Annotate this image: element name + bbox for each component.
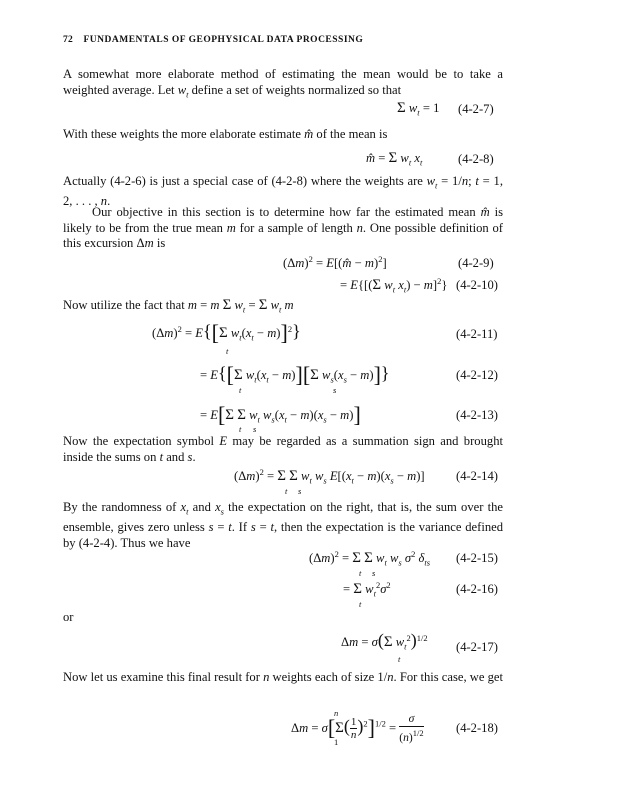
running-title: FUNDAMENTALS OF GEOPHYSICAL DATA PROCESSING xyxy=(83,35,364,45)
equation-number: (4-2-8) xyxy=(458,152,494,166)
paragraph-objective: Our objective in this section is to determine how far the estimated mean m̂ is likely to be from the true mean m for a sample of length n. One possible definition of this excursion Δm is xyxy=(63,205,503,251)
sum-limit: s xyxy=(253,424,257,434)
equation-4-2-13: = E[Σ Σ $w_t$ $w_s(x_t - m)(x_s - m)$] xyxy=(200,402,361,427)
paragraph-weighted-average: A somewhat more elaborate method of estimating the mean would be to take a weighted average. Let $w_t$ define a set of weights normalized so that xyxy=(63,67,503,100)
equation-4-2-7: Σ $w_t = 1$ xyxy=(397,100,440,118)
equation-number: (4-2-18) xyxy=(456,721,498,735)
equation-4-2-18: Δm = σ[Σ( $\frac{1}{n}$ )$^2$]$^{1/2}$ = $\frac{\sigma}{(n)^{1/2}}$ xyxy=(291,713,424,744)
paragraph-utilize: Now utilize the fact that m = m Σ $w_t = \Sigma$ $w_t$ m xyxy=(63,297,294,315)
equation-4-2-11: $(\Delta m)^2 = E\{[\Sigma$ $w_t(x_t - m)]^2$} xyxy=(152,320,301,345)
paragraph-randomness: By the randomness of $x_t$ and $x_s$ the expectation on the right, that is, the sum over the ensemble, gives zero unless s = t. If s = t, then the expectation is the variance defined by (4-2-4). Thus we have xyxy=(63,500,504,550)
sum-limit: t xyxy=(226,346,229,356)
paragraph-final-result: Now let us examine this final result for n weights each of size 1/n. For this case, we get xyxy=(63,670,503,684)
equation-4-2-14: $(\Delta m)^2 = \Sigma$ Σ $w_t$ $w_s$ $E[(x_t - m)(x_s - m)]$ xyxy=(234,467,425,486)
equation-4-2-9: $(\Delta m)^2$ = E[(m̂ − m)$^2$] xyxy=(283,254,387,271)
running-header xyxy=(63,35,363,45)
equation-4-2-16: = Σ $w_t^2\sigma^2$ xyxy=(343,580,391,599)
equation-number: (4-2-15) xyxy=(456,551,498,565)
paragraph-or: or xyxy=(63,610,74,624)
paragraph-expectation: Now the expectation symbol E may be regarded as a summation sign and brought inside the sums on t and s. xyxy=(63,434,503,464)
page-number: 72 xyxy=(63,35,73,45)
equation-number: (4-2-12) xyxy=(456,368,498,382)
sum-limit: s xyxy=(298,486,302,496)
paragraph-estimate: With these weights the more elaborate estimate m̂ of the mean is xyxy=(63,127,388,141)
equation-4-2-10: = E{[(Σ $w_t$ $x_t) - m]^2$} xyxy=(340,276,448,295)
sum-limit: t xyxy=(239,385,242,395)
equation-4-2-15: $(\Delta m)^2 = \Sigma$ Σ $w_t$ $w_s$ $\sigma^2$ $\delta_{ts}$ xyxy=(309,549,430,568)
equation-4-2-8: m̂ = Σ $w_t$ $x_t$ xyxy=(366,150,423,168)
sum-limit: t xyxy=(285,486,288,496)
sum-limit: t xyxy=(398,654,401,664)
paragraph-special-case: Actually (4-2-6) is just a special case of (4-2-8) where the weights are $w_t = 1/n$; t = 1, 2, . . . , n. xyxy=(63,174,503,209)
equation-number: (4-2-7) xyxy=(458,102,494,116)
sum-limit: s xyxy=(372,568,376,578)
sum-limit: t xyxy=(239,424,242,434)
sum-limit-upper: n xyxy=(334,708,339,718)
sum-limit: s xyxy=(333,385,337,395)
equation-number: (4-2-14) xyxy=(456,469,498,483)
equation-number: (4-2-11) xyxy=(456,327,498,341)
equation-4-2-17: Δm = σ(Σ $w_t^2)^{1/2}$ xyxy=(341,630,428,652)
equation-number: (4-2-17) xyxy=(456,640,498,654)
equation-number: (4-2-13) xyxy=(456,408,498,422)
sum-limit-lower: 1 xyxy=(334,737,339,747)
equation-number: (4-2-16) xyxy=(456,582,498,596)
equation-number: (4-2-9) xyxy=(458,256,494,270)
equation-number: (4-2-10) xyxy=(456,278,498,292)
equation-4-2-12: = E{[Σ $w_t(x_t - m)][\Sigma$ $w_s(x_s - m)$]} xyxy=(200,362,390,387)
sum-limit: t xyxy=(359,568,362,578)
sum-limit: t xyxy=(359,599,362,609)
